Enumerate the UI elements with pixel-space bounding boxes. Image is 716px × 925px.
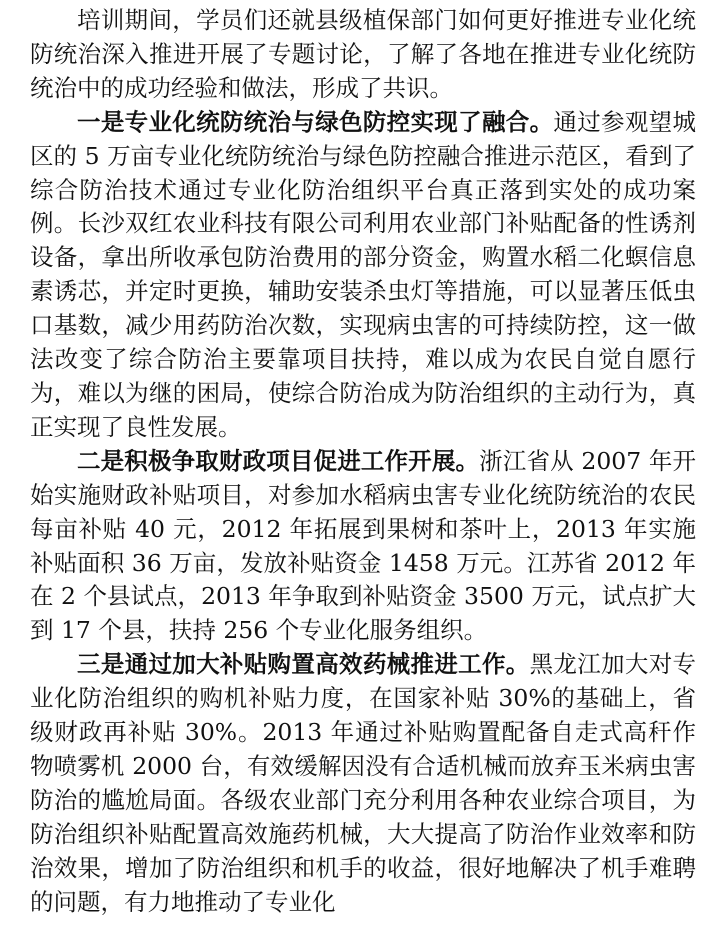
paragraph-point-three (30, 648, 696, 919)
paragraph-body: 浙江省从 2007 年开始实施财政补贴项目，对参加水稻病虫害专业化统防统治的农民每亩补贴 40 元，2012 年拓展到果树和茶叶上，2013 年实施补贴面积 36 万亩，发放补贴资金 1458 万元。江苏省 2012 年在 2 个县试点，2013 年争取到补贴资金 3500 万元，试点扩大到 17 个县，扶持 256 个专业化服务组织。 (30, 446, 696, 645)
document-page (30, 4, 696, 919)
paragraph-body: 黑龙江加大对专业化防治组织的购机补贴力度，在国家补贴 30%的基础上，省级财政再补贴 30%。2013 年通过补贴购置配备自走式高秆作物喷雾机 2000 台，有效缓解因没有合适机械而放弃玉米病虫害防治的尴尬局面。各级农业部门充分利用各种农业综合项目，为防治组织补贴配置高效施药机械，大大提高了防治作业效率和防治效果，增加了防治组织和机手的收益，很好地解决了机手难聘的问题，有力地推动了专业化 (30, 650, 697, 916)
paragraph-body: 通过参观望城区的 5 万亩专业化统防统治与绿色防控融合推进示范区，看到了综合防治技术通过专业化防治组织平台真正落到实处的成功案例。长沙双红农业科技有限公司利用农业部门补贴配备的性诱剂设备，拿出所收承包防治费用的部分资金，购置水稻二化螟信息素诱芯，并定时更换，辅助安装杀虫灯等措施，可以显著压低虫口基数，减少用药防治次数，实现病虫害的可持续防控，这一做法改变了综合防治主要靠项目扶持，难以成为农民自觉自愿行为，难以为继的困局，使综合防治成为防治组织的主动行为，真正实现了良性发展。 (30, 107, 697, 441)
paragraph-lead: 三是通过加大补贴购置高效药械推进工作。 (77, 650, 530, 679)
paragraph-point-two (30, 445, 696, 648)
paragraph-lead: 二是积极争取财政项目促进工作开展。 (77, 446, 480, 475)
paragraph-body: 培训期间，学员们还就县级植保部门如何更好推进专业化统防统治深入推进开展了专题讨论，了解了各地在推进专业化统防统治中的成功经验和做法，形成了共识。 (30, 6, 696, 102)
paragraph-lead: 一是专业化统防统治与绿色防控实现了融合。 (77, 107, 554, 136)
paragraph-training-discussion (30, 4, 696, 106)
paragraph-point-one (30, 106, 696, 445)
